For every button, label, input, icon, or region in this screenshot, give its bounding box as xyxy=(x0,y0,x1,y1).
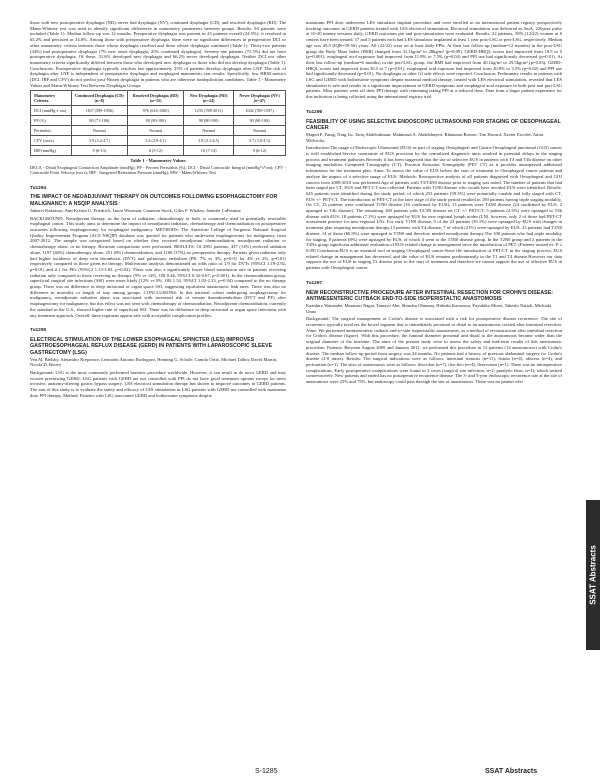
table-cell: 90 (80-100) xyxy=(128,116,184,126)
table-cell: 3.9 (3.2-4.7) xyxy=(71,136,128,146)
page-number: S-1285 xyxy=(255,768,278,775)
abstract-authors: Jahnavi Kakuturu, Ann-Kristin U. Friedrich, Jason Wiseman, Cameron Stock, Giles F. Whalen, Jennifer LaFemina xyxy=(30,208,241,214)
table-cell: 8 (5-12) xyxy=(128,146,184,156)
manometry-table xyxy=(30,90,286,156)
table-cell: Normal xyxy=(234,126,286,136)
abstract-title: ELECTRICAL STIMULATION OF THE LOWER ESOPHAGEAL SPINCTER (LES) IMPROVES GASTROESOPHAGEAL REFLUX DISEASE (GERD) IN PATIENTS WITH LAPAROSCOPIC SLEEVE GASTRECTOMY (LSG) xyxy=(30,336,273,356)
table-header: Never Dysphagia (NV) (n=47) xyxy=(234,91,286,106)
abstract-authors: Ven M. Bielsby, Alejandro Nieponice, Leonardo Antonio Rodriguez, Henning G. Schole, Camilo Ortiz, Michael Talbot, David Martin, Nicola D. Bouvy xyxy=(30,356,278,368)
intro-paragraph: those with new postoperative dysphagia (ND), never had dysphagia (NV), continued dysphagia (CD), and resolved dysphagia (RD). The Mann-Whitney test was used to identify significant differences in manometry parameters between groups. Results: 94 patients were included (Table 1). Median follow up was 12 months. Preoperative dysphagia was present in 23 patients overall (24.5%): it resolved in 65.2% and persisted in 34.8%. Among those with preoperative dysphagia, there were no significant differences in preoperative DCI or other manometry criteria between those whose dysphagia resolved and those whose dysphagia continued (Table 1). Thirty-two patients (34%) had postoperative dysphagia (7% new onset dysphagia, 25% continued dysphagia). Seventy-one patients (75.5%) did not have postoperative dysphagia. Of these, 31.6% developed new dysphagia and 66.2% never developed dysphagia. Neither DCI nor other manometry criteria significantly differed between those who developed new dysphagia or those who did not develop dysphagia (Table 1). Conclusions: Postoperative dysphagia typically resolves but approximately 25% of patients develop dysphagia after LNF. The risk of dysphagia after LNF is independent of preoperative dysphagia and esophageal manometric test results. Specifically, low HRM metrics (DCI, IRP and CFV) do not predict post-Nissen dysphagia in patients who are otherwise fundoplication candidates. Table 1 - Manometry Values and Mann-Whitney Test Between Dysphagia Groups xyxy=(30,20,286,88)
table-cell: 3.8 (3.1-4.5) xyxy=(184,136,234,146)
abstract-id: Tu1295 xyxy=(30,328,47,334)
table-cell: 90 (80-100) xyxy=(234,116,286,126)
table-cell: 1167 (589-1956) xyxy=(71,106,128,116)
continuation-paragraph: maximum PPI dose underwent LES stimulator implant procedure and were enrolled in an international patient registry prospectively tracking outcomes in GERD patients treated with LES electrical stimulation. Electrical stimulation was delivered as 5mA, 220µsec pulse at 10-20 minute sessions daily. GERD outcomes pre and post-stimulation were evaluated. Results: 22 patients, 59% (12/22) women at 6 centers have been treated. 17 and 5 patients each had LES stimulator implanted at least 1 year post-LSG or peri-LSG, respectively. Median age was 49.5 (IQR=39-56) years. All (22/22) were on at least daily PPIs. At their last follow-up (median=12 months) in the post-LSG group the Body Mass Index (BMI) changed from 31.1kg/m² to 28kg/m² (p=0.09). GERD-HRQL scores had improved from 19.5 to 5 (p=0.001), esophageal acid exposure had improved from 11.8% to 7.5% (p=0.04) and PPI use had significantly decreased (p=0.01). At their last follow-up (median=6 months) in the peri-LSG group, the BMI had improved from 40.1kg/m² to 29.5kg/m² (p=0.03), GERD-HRQL scores had improved from 30.5 to 7 (p=0.01), esophageal acid exposure had improved from 20.8% to 3.5% (p=0.02) and PPI use had significantly decreased (p=0.01). No dysphagia or other GI side effects were reported. Conclusion: Preliminary results in patients with LSG and GERD with bothersome symptoms despite maximal medical therapy, treated with LES electrical stimulation, revealed that LES stimulation is safe and results in a significant improvement in GERD symptoms and esophageal acid exposure in both post and peri-LSG patients. Most patients were off their PPI therapy with remaining taking PPI at a reduced dose. Data from a larger patient experience for this indication is being collected using the international registry trial. xyxy=(306,20,562,100)
table-cell: PP (%) xyxy=(31,116,72,126)
table-cell: 3.4 (2.8-4.1) xyxy=(128,136,184,146)
abstract-body: Introduction:The usage of Endoscopic Ultrasound (EUS) as part of staging Oesophageal and Gastro-Oesophageal junctional (GOJ) cancer is well established.Service constraints of EUS provision by the centralized diagnostic units resulted in potential delays in the staging process and treatment pathways.Recently it has been suggested that the use of selective EUS in patients with T4 and T4b disease on other imaging modalities Computed Tomography (CT), Positron Emission Tomography (PET CT) as it provides unsurpassed additional information for the treatment plan. Aims: To assess the value of EUS before the start of treatment in Oesophageal cancer patients and analyze the impact of a selective usage of EUS. Methods: Retrospective analysis of all patients diagnosed with Oesophageal and GOJ cancers from 2008-2010 was performed.Age of patients with T3/T4N0 disease prior to staging was noted. The number of patients that had been staged pre CT, EUS and PET CT was collected. Patients with T1N0 disease who would have avoided EUS were identified. Results: 645 patients were identified during the study period, of which 253 patients (39.3%) were potentially curable and fully staged with CT, EUS +/- PET-CT. The introduction of PET-CT in the later stage of the study period resulted in 100 patients having triple staging modality. On CT, 23 patients were confirmed T1N0 disease (16 confirmed by EUS), 13 patients were T4N0 disease (24 confirmed by EUS, 2 upstaged to T4b disease). The remaining 160 patients with T2/3N disease on CT +/- PET-CT, 5 patients (2.5%) were upstaged to T4b disease with EUS, 18 patients (7.1%) were upstaged by EUS for new regional lymph nodes (LN), however, only 2 of those had PET-CT assessment positive for new regional LNs. For early T1N0 disease, 9 of the 23 patients (39.1%) were upstaged by EUS with changes in treatment plan requiring neoadjuvant therapy.13 patients with T4 disease, 7 of which (21%) were upstaged by EUS. 23 patients had T2N0 disease, 14 of those (60.9%) were upstaged to T3N0 and therefore needed neoadjuvant therapy.The 100 patients who had triple modality for staging, 8 patients (8%) were upstaged by EUS, of which 4 went to the T3N0 disease group. In the T2N0 group and 2 patients in the T4Nx group significant additional evaluation of EUS related change in management since the introduction of PET. (Patients treated ex. P ≥ 0.09) Conclusion:EUS is an essential tool in staging Oesophageal cancer.Since the introduction of PET-CT in the staging process, EUS related change in management has decreased, and the value of EUS remains predominantly in the T1 and T4 disease.However our data supports the use of EUS in staging T2 disease prior to the start of treatment and therefore we cannot support the use of selective EUS in patients with Oesophageal cancer. xyxy=(306,145,562,271)
table-cell: 1042 (700-1597) xyxy=(234,106,286,116)
abstract-authors: Kazuhiro Watanabe, Masanori Nagai, Tamayo Abe, Shinobu Ohnuma, Hideaki Karasawa, Fuyuhiko Motoi, Takeshi Naitoh, Michiaki Unno xyxy=(306,303,552,314)
table-row xyxy=(31,136,286,146)
table-cell: 10 (7-14) xyxy=(184,146,234,156)
side-tab-label: SSAT Abstracts xyxy=(588,545,598,605)
table-cell: 3.7 (3.0-4.3) xyxy=(234,136,286,146)
table-row xyxy=(31,106,286,116)
abstract-title: THE IMPACT OF NEOADJUVANT THERAPY ON OUTCOMES FOLLOWING ESOPHAGECTOMY FOR MALIGNANCY: A NSQIP ANALYSIS xyxy=(30,194,278,207)
table-cell: 1235 (788-2011) xyxy=(184,106,234,116)
right-column xyxy=(306,20,562,387)
table-row xyxy=(31,116,286,126)
table-caption: Table 1 - Manometry Values xyxy=(130,158,186,164)
abstract-id: Tu1294 xyxy=(30,185,47,191)
table-header: Resolved Dysphagia (RD) (n=15) xyxy=(128,91,184,106)
table-header: Manometry Criteria xyxy=(31,91,72,106)
abstract-title: FEASIBILITY OF USING SELECTIVE ENDOSCOPIC ULTRASOUND FOR STAGING OF OESOPHAGEAL CANCER xyxy=(306,118,561,131)
abstract-authors: Maged F. Farag, Ning Lu, Tariq Abdelrahman, Mahmoud A. Abdelshayeri, Rhiannon Bowen, Tim Havard, Xavier Escofet, Anita Willcocks xyxy=(306,132,543,143)
abstract-body: Background: The surgical management of Crohn's disease is associated with a risk for postoperative disease recurrence. The site of recurrence typically involves the bowel segment that is immediately proximal or distal to an anastomosis created after intestinal resection. Aims: We performed antimesenteric cutback end-to-side isoperistaltic anastomosis, as a method of reconstruction after intestinal resection for Crohn's disease (figure). With this procedure, the luminal diameter proximal and distal to the anastomosis became wider than the original diameter of the intestine. The aims of the present study were to assess the safety and mid-term results of this anastomotic procedure. Patients: Between August 2009 and January 2011, we performed this procedure in 12 patients (14 anastomoses) with Crohn's disease. The median follow-up period from surgery was 24 months. No patients had a history of previous abdominal surgery for Crohn's disease (2-8 times). Results: The surgical indications were as follows: intestinal stenosis (n=11), fistula (n=4), abscess (n=4), and perforation (n=1). The sites of anastomosis were as follows: ileocolon (n=7), ileo-ileo (n=4), ileorectum (n=1). There was no intraoperative complications. Early postoperative complications were found in 3 cases (surgical site infection, n=2; paralytic ileus, n=1), which treated conservatively. New patients and ended has no postoperative recurrence disease. The 3- and 5-year endoscopic recurrence rate at the site of anastomosis were 25% and 75%, but endoscopy could pass through the site of anastomosis. There was no patient who xyxy=(306,316,562,385)
table-cell: Normal xyxy=(184,126,234,136)
table-cell: 80 (71-100) xyxy=(71,116,128,126)
table-row xyxy=(31,126,286,136)
abstract-title: NEW RECONSTRUCTIVE PROCEDURE AFTER INTESTINAL RESECTION FOR CROHN'S DISEASE: ANTIMESENTERIC CUTBACK END-TO-SIDE ISOPERISTALTIC ANASTOMOSIS xyxy=(306,289,553,302)
table-cell: 90 (80-100) xyxy=(184,116,234,126)
table-cell: IRP (mmHg) xyxy=(31,146,72,156)
section-side-tab xyxy=(586,500,600,650)
abstract-body: BACKGROUND: Neoadjuvant therapy, in the form of radiation, chemotherapy or both, is commonly used in potentially resectable esophageal cancer. This study aims to determine the impact of neoadjuvant radiation, chemotherapy and chemoradiation on postoperative outcomes following esophagectomy for esophageal malignancy. METHODS: The American College of Surgeons National Surgical Quality Improvement Program (ACS NSQIP) database was queried for patients who underwent esophagectomy for malignancy from 2007-2012. The sample was categorized based on whether they received neoadjuvant chemoradiation, neoadjuvant radiation or chemotherapy alone, or no therapy. Bivariate comparisons were performed. RESULTS: Of 2991 patients, 437 (14%) received radiation alone, 1197 (40%) chemotherapy alone, 251 (8%) chemoradiation, and 1106 (37%) no preoperative therapy. Patients given radiation only had higher incidence of deep vein thrombosis (DVT) and pulmonary embolism (PE; 7% vs 4%, p=0.01 for 4% vs 2%, p=0.01) respectively compared to those given no therapy. Multivariate analysis demonstrated an odds ratio of 1.9 for DVTs (95%CI 1.19-2.92, p=0.01) and 2.1 for PEs (95%CI 1.13-3.82, p=0.02). There was also a significantly lower blood transfusion rate in patients receiving radiation only compared to those receiving no therapy (9% vs 14%, OR 0.46, 95%CI 0.32-0.67, p<0.001). In the chemoradiation group, superficial surgical site infections (SSI) were more likely (12% vs 8%, OR 1.54, 95%CI 1.02-2.33, p=0.04) compared to the no therapy group. There was no difference in deep incisional or organ space SSI, suggesting equivalent anastomotic leak rates. There was also no difference in mortality or length of stay among groups. CONCLUSIONS: In this national cohort undergoing esophagectomy for malignancy, neoadjuvant radiation alone was associated with increased risk of venous thromboembolism (DVT and PE) after esophagectomy for malignancy, but this effect was not seen with chemotherapy or chemoradiation. Neoadjuvant chemoradiation, currently the standard in the U.S., showed higher rate of superficial SSI. There was no difference in deep incisional or organ space infections with any treatment approach. Overall, these regimens appear safe with acceptable complication profiles. xyxy=(30,215,286,318)
table-cell: Peristalsis xyxy=(31,126,72,136)
table-cell: Normal xyxy=(71,126,128,136)
table-cell: 9 (6-13) xyxy=(71,146,128,156)
table-header: Continued Dysphagia (CD) (n=8) xyxy=(71,91,128,106)
table-header: New Dysphagia (ND) (n=24) xyxy=(184,91,234,106)
table-cell: Normal xyxy=(128,126,184,136)
table-row xyxy=(31,146,286,156)
abstract-id: Tu1296 xyxy=(306,109,323,115)
table-cell: 9 (6-12) xyxy=(234,146,286,156)
table-cell: DCI (mmHg·s·cm) xyxy=(31,106,72,116)
abstract-body: Background: LSG is the most commonly performed bariatric procedure worldwide. However, it can result in de novo GERD and may worsen preexisting GERD. LSG patients with GERD are not controlled with PPI do not have good treatment options except for more invasive, anatomy-altering gastric bypass surgery. LES electrical stimulation therapy has shown to improve outcomes in GERD patients. The aim of this study is to evaluate the safety and efficacy of LES stimulation in LSG patients with GERD not controlled with maximum dose PPI therapy. Method: Patients with LSG associated GERD and bothersome symptoms despite xyxy=(30,370,286,398)
table-cell: 976 (614-1560) xyxy=(128,106,184,116)
table-header-row xyxy=(31,91,286,106)
table-cell: CFV (cm/s) xyxy=(31,136,72,146)
running-head: SSAT Abstracts xyxy=(485,768,538,775)
abstract-id: Tu1297 xyxy=(306,280,323,286)
table-footnote: DECA - Distal Esophageal Contraction Amplitude (mmHg); PP - Percent Peristalsis (%); DCI - Distal Contractile Integral (mmHg*s*cm); CFV - Contractile Front Velocity (cm/s); IRP - Integrated Relaxation Pressure (mmHg); MW - Mann-Whitney Test xyxy=(30,165,286,176)
left-column xyxy=(30,20,286,401)
